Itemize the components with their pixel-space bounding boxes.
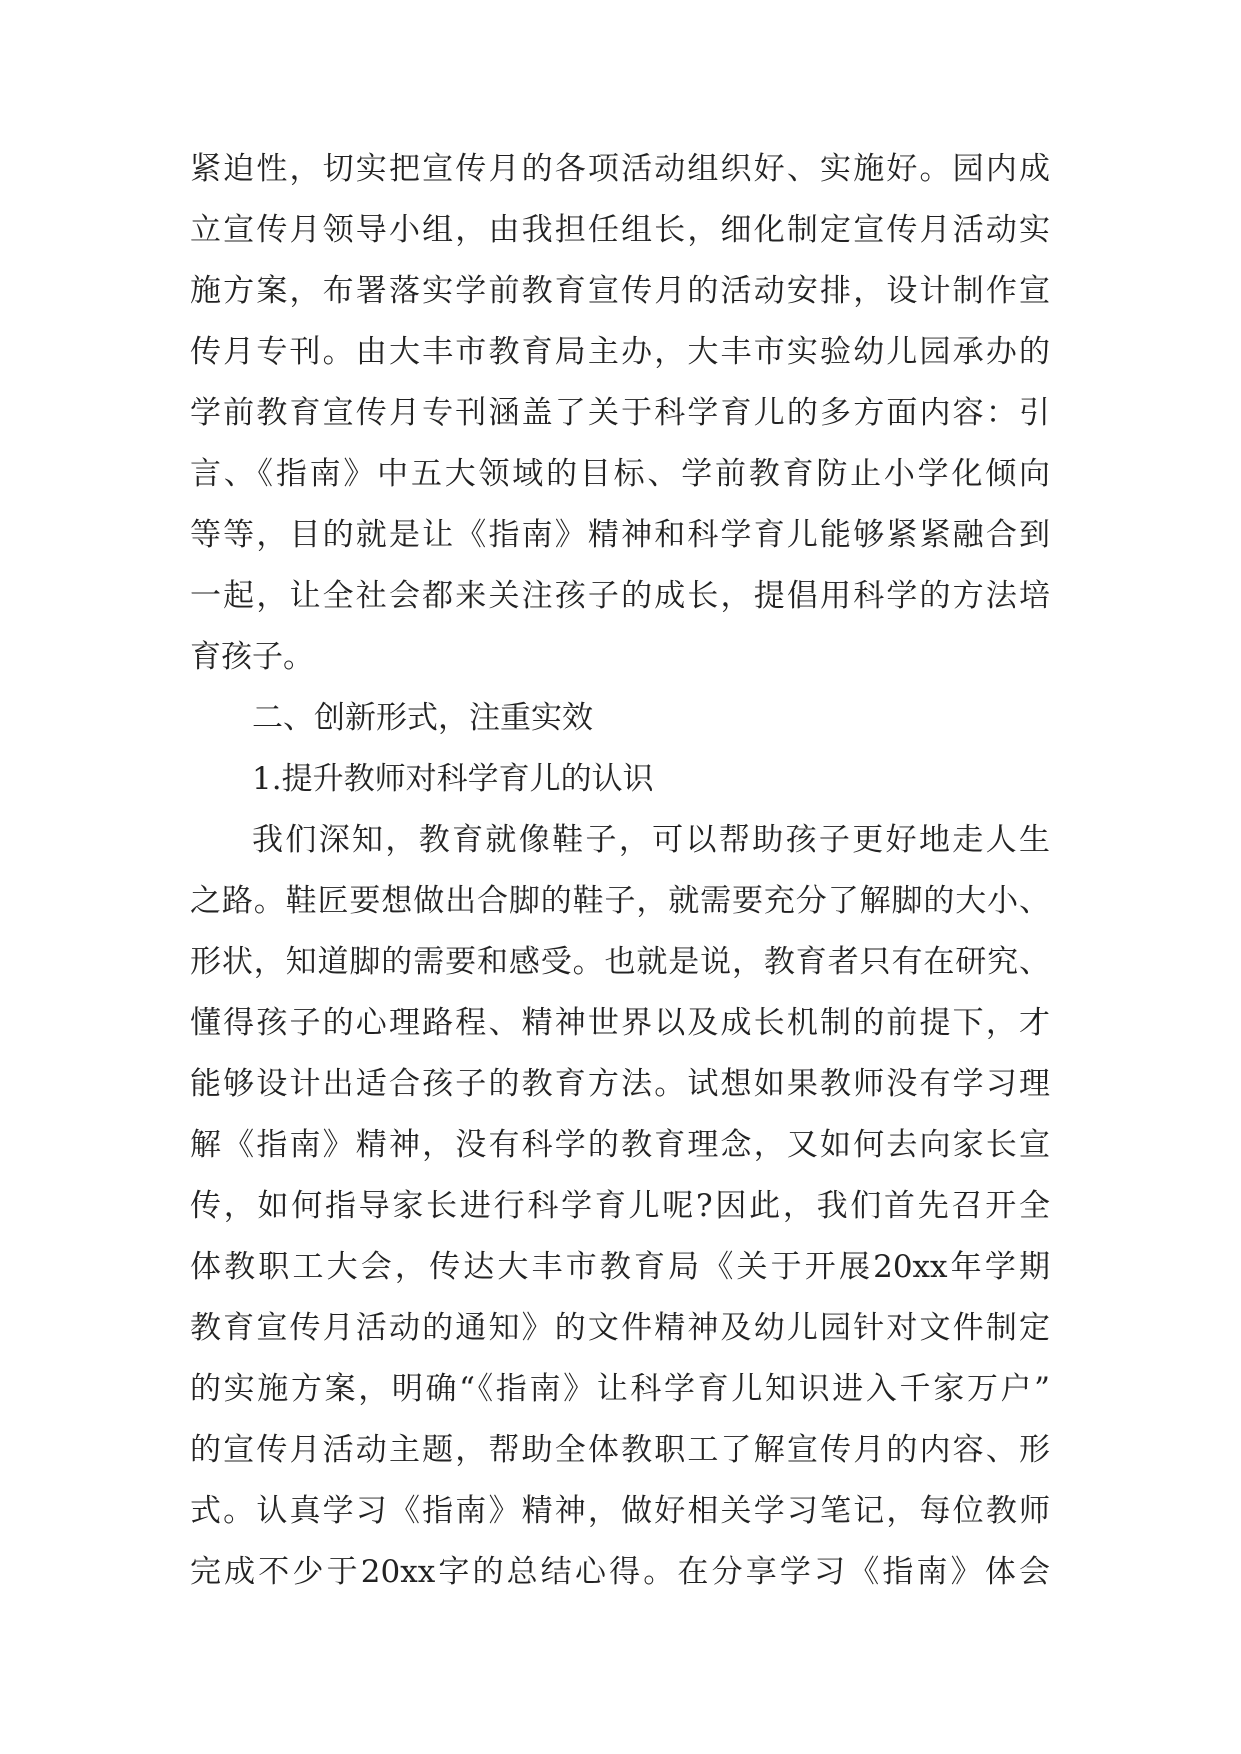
text-line: 体教职工大会，传达大丰市教育局《关于开展20xx年学期	[190, 1249, 1050, 1285]
text-line: 传，如何指导家长进行科学育儿呢?因此，我们首先召开全	[190, 1188, 1050, 1224]
text-line: 之路。鞋匠要想做出合脚的鞋子，就需要充分了解脚的大小、	[190, 883, 1050, 919]
body-text	[190, 139, 1050, 1603]
text-line: 能够设计出适合孩子的教育方法。试想如果教师没有学习理	[190, 1066, 1050, 1102]
text-line: 的宣传月活动主题，帮助全体教职工了解宣传月的内容、形	[190, 1432, 1050, 1468]
text-line: 式。认真学习《指南》精神，做好相关学习笔记，每位教师	[190, 1493, 1050, 1529]
text-line: 育孩子。	[190, 639, 314, 675]
text-line: 言、《指南》中五大领域的目标、学前教育防止小学化倾向	[190, 456, 1050, 492]
text-line: 等等，目的就是让《指南》精神和科学育儿能够紧紧融合到	[190, 517, 1050, 553]
text-line: 完成不少于20xx字的总结心得。在分享学习《指南》体会	[190, 1554, 1050, 1590]
text-line: 的实施方案，明确“《指南》让科学育儿知识进入千家万户”	[190, 1371, 1050, 1407]
text-line: 教育宣传月活动的通知》的文件精神及幼儿园针对文件制定	[190, 1310, 1050, 1346]
text-line: 学前教育宣传月专刊涵盖了关于科学育儿的多方面内容：引	[190, 395, 1050, 431]
subsection-heading: 1.提升教师对科学育儿的认识	[252, 761, 654, 797]
text-line: 立宣传月领导小组，由我担任组长，细化制定宣传月活动实	[190, 212, 1050, 248]
text-line: 我们深知，教育就像鞋子，可以帮助孩子更好地走人生	[252, 822, 1050, 858]
text-line: 传月专刊。由大丰市教育局主办，大丰市实验幼儿园承办的	[190, 334, 1050, 370]
section-heading: 二、创新形式，注重实效	[252, 700, 593, 736]
text-line: 形状，知道脚的需要和感受。也就是说，教育者只有在研究、	[190, 944, 1050, 980]
text-line: 一起，让全社会都来关注孩子的成长，提倡用科学的方法培	[190, 578, 1050, 614]
text-line: 施方案，布署落实学前教育宣传月的活动安排，设计制作宣	[190, 273, 1050, 309]
text-line: 懂得孩子的心理路程、精神世界以及成长机制的前提下，才	[190, 1005, 1050, 1041]
text-line: 解《指南》精神，没有科学的教育理念，又如何去向家长宣	[190, 1127, 1050, 1163]
text-line: 紧迫性，切实把宣传月的各项活动组织好、实施好。园内成	[190, 151, 1050, 187]
